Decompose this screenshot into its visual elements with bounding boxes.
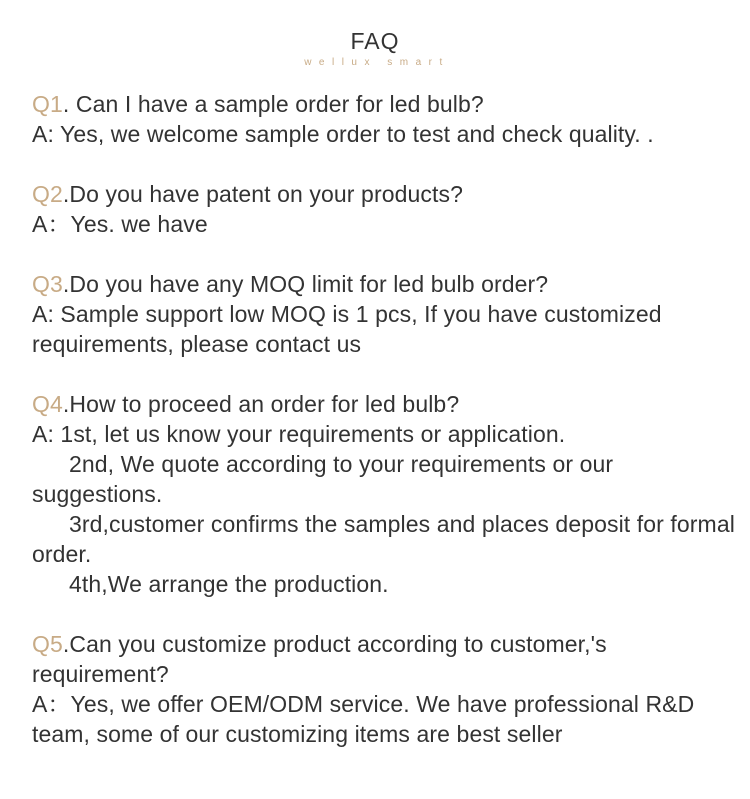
question-text: .Do you have any MOQ limit for led bulb order? — [62, 271, 549, 297]
question-number: Q1 — [32, 91, 63, 117]
question-number: Q4 — [32, 391, 63, 417]
faq-question — [32, 389, 744, 419]
answer-step-text: 3rd,customer confirms the samples and places deposit for formal order. — [32, 511, 735, 567]
faq-answer: A: Yes, we welcome sample order to test and check quality. . — [32, 121, 654, 147]
question-text: .Can you customize product according to customer,'s requirement? — [32, 631, 607, 687]
brand-subtitle: wellux smart — [304, 57, 450, 68]
faq-answer: A: 1st, let us know your requirements or application. — [32, 421, 566, 447]
faq-answer: A：Yes, we offer OEM/ODM service. We have professional R&D team, some of our customizing items are best seller — [32, 691, 695, 747]
answer-step-text: 2nd, We quote according to your requirements or our suggestions. — [32, 451, 614, 507]
faq-item-q5 — [32, 629, 744, 749]
question-text: . Can I have a sample order for led bulb? — [62, 91, 484, 117]
faq-question — [32, 269, 744, 299]
question-text: .How to proceed an order for led bulb? — [62, 391, 460, 417]
faq-list — [32, 89, 744, 779]
faq-question — [32, 629, 744, 689]
faq-question — [32, 179, 744, 209]
faq-answer-step — [32, 449, 744, 509]
answer-step-text: 4th,We arrange the production. — [69, 571, 389, 597]
question-number: Q2 — [32, 181, 63, 207]
faq-answer: A: Sample support low MOQ is 1 pcs, If you have customized requirements, please contact us — [32, 301, 662, 357]
faq-item-q3 — [32, 269, 744, 359]
faq-item-q2 — [32, 179, 744, 239]
question-number: Q5 — [32, 631, 63, 657]
question-number: Q3 — [32, 271, 63, 297]
question-text: .Do you have patent on your products? — [62, 181, 463, 207]
faq-item-q4 — [32, 389, 744, 599]
faq-question — [32, 89, 744, 119]
faq-answer: A：Yes. we have — [32, 211, 208, 237]
faq-answer-step — [32, 509, 744, 569]
faq-item-q1 — [32, 89, 744, 149]
faq-answer-step — [32, 569, 744, 599]
page-title: FAQ — [350, 28, 400, 54]
